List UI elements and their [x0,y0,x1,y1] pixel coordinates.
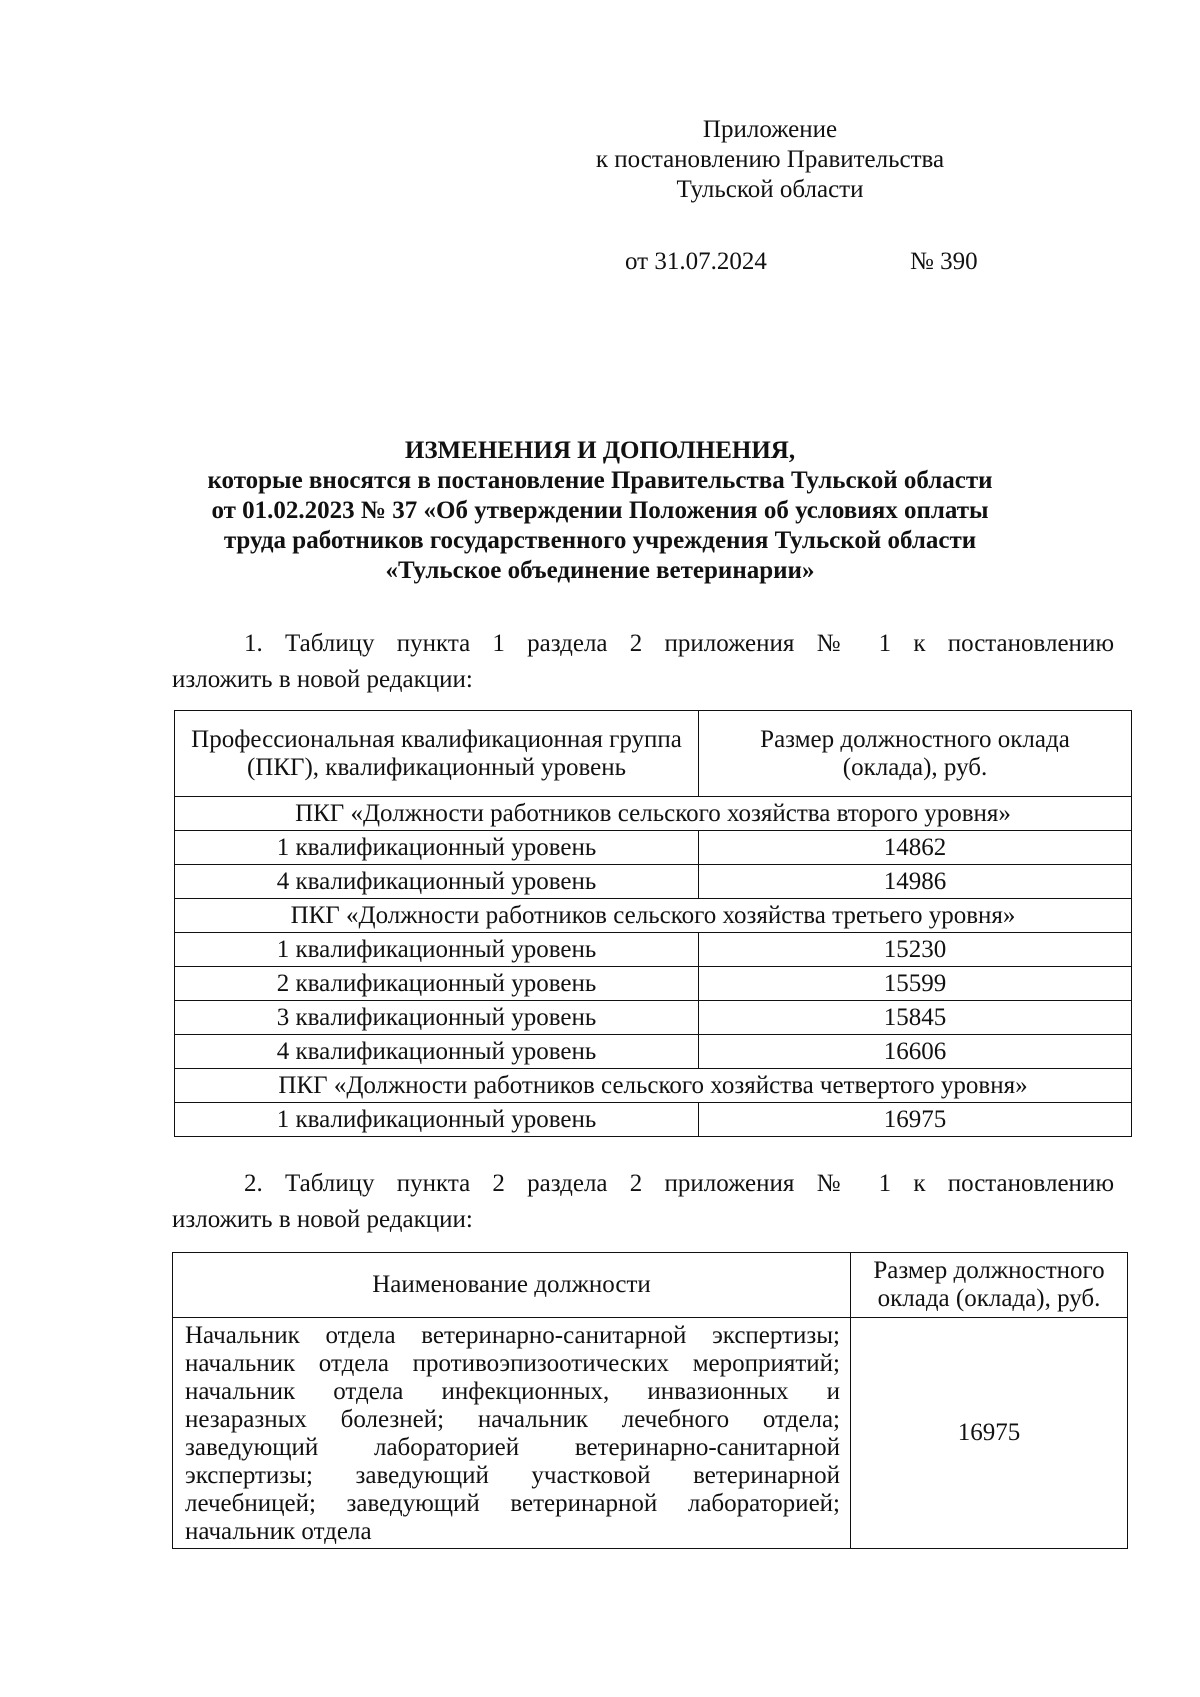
group-row [175,899,1132,933]
group-title: ПКГ «Должности работников сельского хозяйства третьего уровня» [175,899,1132,933]
salary-cell: 14862 [699,831,1132,865]
resolution-number: № 390 [910,248,978,275]
resolution-date: от 31.07.2024 [625,248,767,275]
level-cell: 4 квалификационный уровень [175,865,699,899]
header-pkg-cell: Профессиональная квалификационная группа (ПКГ), квалификационный уровень [175,711,699,797]
position-cell: Начальник отдела ветеринарно-санитарной экспертизы; начальник отдела противоэпизоотических мероприятий; начальник отдела инфекционных, инвазионных и незаразных болезней; начальник лечебного отдела; заведующий лабораторией ветеринарно-санитарной экспертизы; заведующий участковой ветеринарной лечебницей; заведующий ветеринарной лабораторией; начальник отдела [173,1318,851,1549]
table-row [175,1103,1132,1137]
group-row [175,797,1132,831]
group-title: ПКГ «Должности работников сельского хозяйства второго уровня» [175,797,1132,831]
header-salary-cell: Размер должностного оклада (оклада), руб. [699,711,1132,797]
salary-cell: 16975 [851,1318,1128,1549]
salary-table-positions [172,1252,1128,1549]
paragraph-2-line-2: изложить в новой редакции: [172,1206,473,1233]
paragraph-2-line-1: 2. Таблицу пункта 2 раздела 2 приложения № 1 к постановлению [244,1170,1114,1197]
header-position-cell: Наименование должности [173,1253,851,1318]
salary-cell: 15230 [699,933,1132,967]
level-cell: 1 квалификационный уровень [175,831,699,865]
table-row [175,831,1132,865]
level-cell: 2 квалификационный уровень [175,967,699,1001]
table-header-row [175,711,1132,797]
paragraph-2 [172,1166,1114,1238]
salary-cell: 16606 [699,1035,1132,1069]
table-row [175,967,1132,1001]
heading-line-3: от 01.02.2023 № 37 «Об утверждении Положения об условиях оплаты [211,497,989,524]
resolution-date-line [625,247,1025,277]
salary-cell: 15599 [699,967,1132,1001]
heading-line-5: «Тульское объединение ветеринарии» [385,557,815,584]
appendix-line-2: к постановлению Правительства [595,146,945,173]
appendix-line-3: Тульской области [676,176,864,203]
level-cell: 4 квалификационный уровень [175,1035,699,1069]
level-cell: 1 квалификационный уровень [175,1103,699,1137]
salary-table-pkg [174,710,1132,1137]
group-row [175,1069,1132,1103]
level-cell: 3 квалификационный уровень [175,1001,699,1035]
salary-cell: 14986 [699,865,1132,899]
level-cell: 1 квалификационный уровень [175,933,699,967]
heading-line-2: которые вносятся в постановление Правительства Тульской области [207,467,993,494]
table-row [173,1318,1128,1549]
document-heading [140,436,1060,586]
table-header-row [173,1253,1128,1318]
salary-cell: 15845 [699,1001,1132,1035]
table-row [175,1001,1132,1035]
table-row [175,933,1132,967]
table-row [175,1035,1132,1069]
salary-cell: 16975 [699,1103,1132,1137]
table-row [175,865,1132,899]
heading-line-1: ИЗМЕНЕНИЯ И ДОПОЛНЕНИЯ, [404,437,796,464]
header-salary-cell: Размер должностного оклада (оклада), руб. [851,1253,1128,1318]
group-title: ПКГ «Должности работников сельского хозяйства четвертого уровня» [175,1069,1132,1103]
paragraph-1 [172,626,1114,698]
appendix-block [560,115,980,205]
paragraph-1-line-2: изложить в новой редакции: [172,666,473,693]
paragraph-1-line-1: 1. Таблицу пункта 1 раздела 2 приложения № 1 к постановлению [244,630,1114,657]
heading-line-4: труда работников государственного учреждения Тульской области [223,527,977,554]
appendix-title: Приложение [702,116,838,143]
